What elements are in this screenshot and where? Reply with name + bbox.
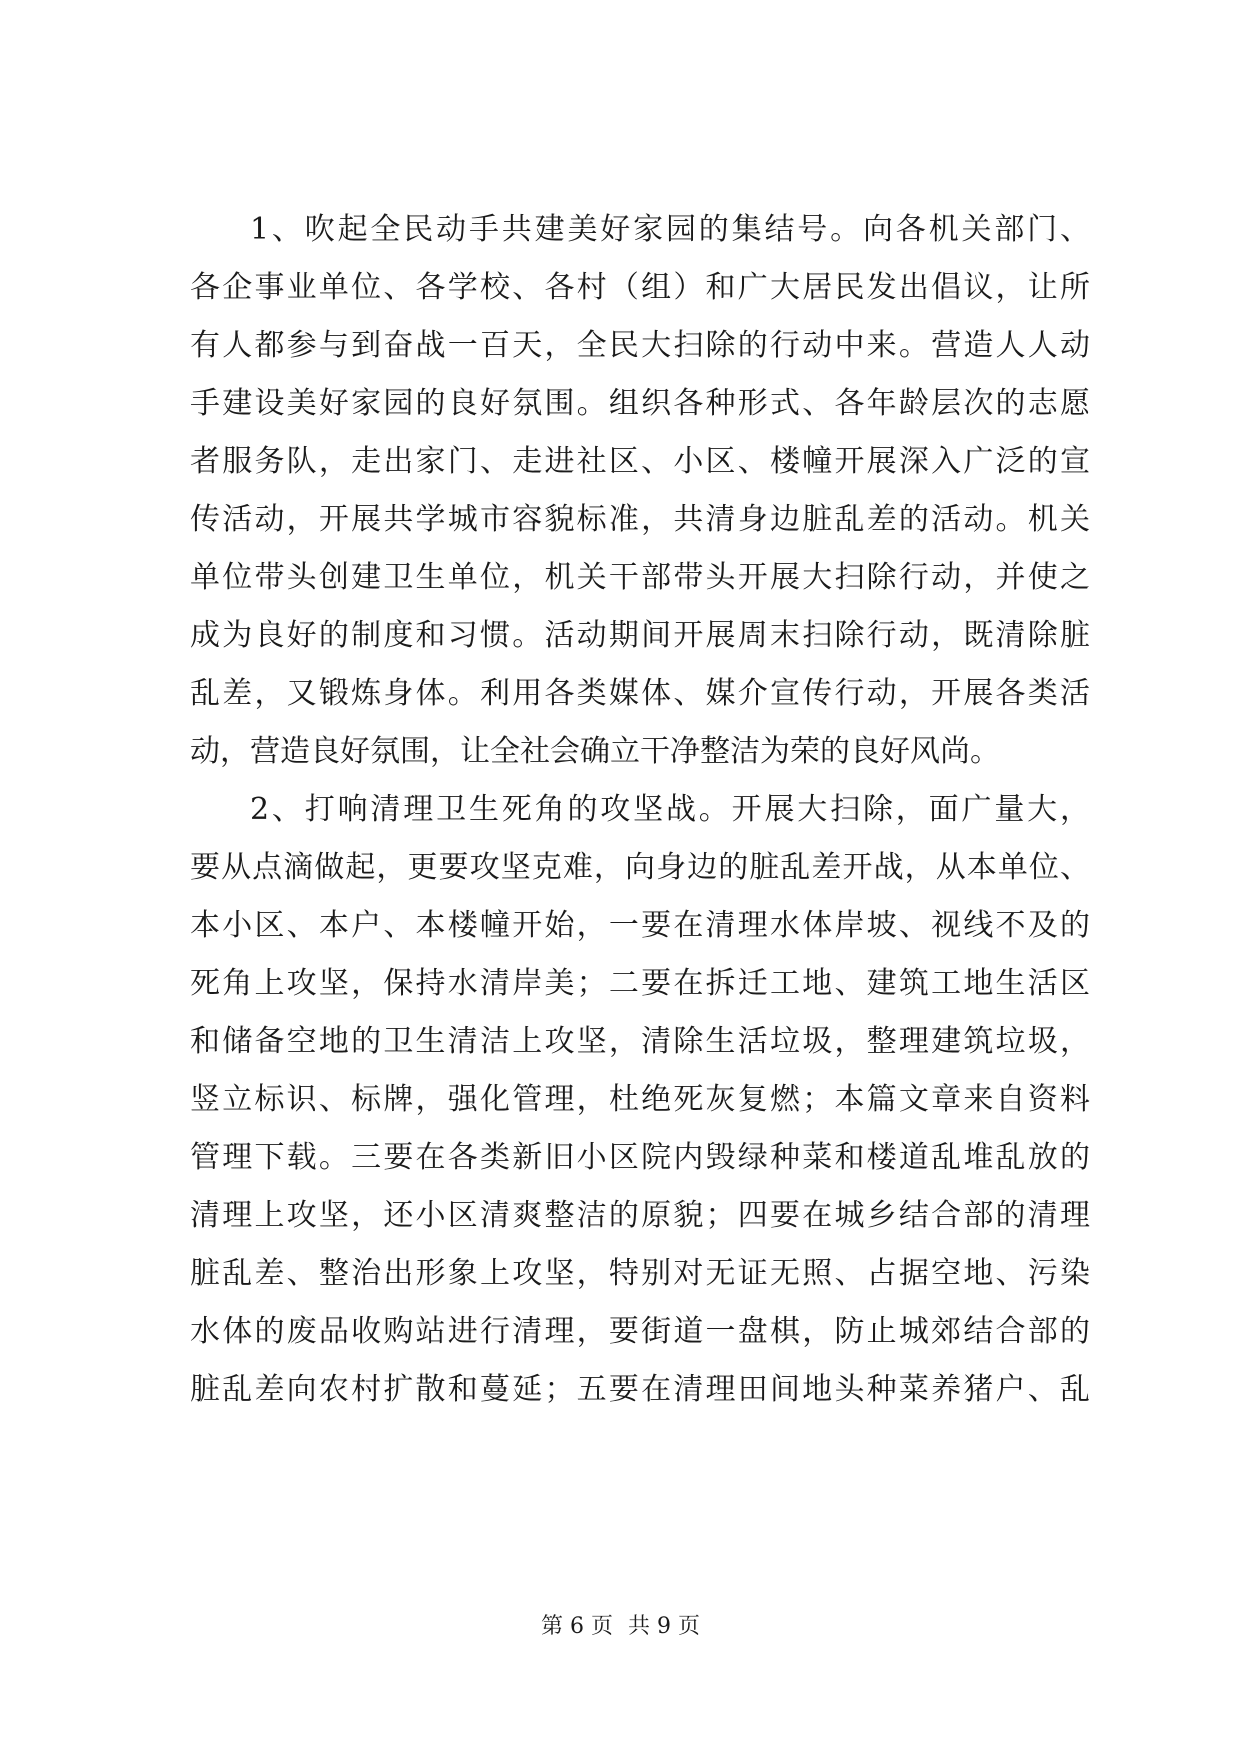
paragraph-2-line-10: 水体的废品收购站进行清理，要街道一盘棋，防止城郊结合部的 <box>190 1314 1090 1349</box>
paragraph-1-line-2: 各企事业单位、各学校、各村（组）和广大居民发出倡议，让所 <box>190 270 1090 305</box>
paragraph-2-line-1: 2、打响清理卫生死角的攻坚战。开展大扫除，面广量大， <box>250 792 1090 827</box>
page-number-total: 共 9 页 <box>628 1614 700 1639</box>
paragraph-1-line-3: 有人都参与到奋战一百天，全民大扫除的行动中来。营造人人动 <box>190 328 1090 363</box>
paragraph-2-line-11: 脏乱差向农村扩散和蔓延；五要在清理田间地头种菜养猪户、乱 <box>190 1372 1090 1407</box>
paragraph-2-line-3: 本小区、本户、本楼幢开始，一要在清理水体岸坡、视线不及的 <box>190 908 1090 943</box>
paragraph-1-line-8: 成为良好的制度和习惯。活动期间开展周末扫除行动，既清除脏 <box>190 618 1090 653</box>
paragraph-2-line-6: 竖立标识、标牌，强化管理，杜绝死灰复燃；本篇文章来自资料 <box>190 1082 1090 1117</box>
paragraph-2-line-7: 管理下载。三要在各类新旧小区院内毁绿种菜和楼道乱堆乱放的 <box>190 1140 1090 1175</box>
paragraph-2-line-4: 死角上攻坚，保持水清岸美；二要在拆迁工地、建筑工地生活区 <box>190 966 1090 1001</box>
paragraph-1-line-7: 单位带头创建卫生单位，机关干部带头开展大扫除行动，并使之 <box>190 560 1090 595</box>
page-footer <box>0 1612 1241 1642</box>
paragraph-2-line-5: 和储备空地的卫生清洁上攻坚，清除生活垃圾，整理建筑垃圾， <box>190 1024 1090 1059</box>
paragraph-1-line-5: 者服务队，走出家门、走进社区、小区、楼幢开展深入广泛的宣 <box>190 444 1090 479</box>
paragraph-1-line-1: 1、吹起全民动手共建美好家园的集结号。向各机关部门、 <box>250 212 1090 247</box>
paragraph-1-line-9: 乱差，又锻炼身体。利用各类媒体、媒介宣传行动，开展各类活 <box>190 676 1090 711</box>
paragraph-2-line-9: 脏乱差、整治出形象上攻坚，特别对无证无照、占据空地、污染 <box>190 1256 1090 1291</box>
paragraph-1-line-10: 动，营造良好氛围，让全社会确立干净整洁为荣的良好风尚。 <box>190 734 1000 769</box>
paragraph-1-line-6: 传活动，开展共学城市容貌标准，共清身边脏乱差的活动。机关 <box>190 502 1090 537</box>
paragraph-1-line-4: 手建设美好家园的良好氛围。组织各种形式、各年龄层次的志愿 <box>190 386 1090 421</box>
paragraph-2-line-2: 要从点滴做起，更要攻坚克难，向身边的脏乱差开战，从本单位、 <box>190 850 1090 885</box>
paragraph-2-line-8: 清理上攻坚，还小区清爽整洁的原貌；四要在城乡结合部的清理 <box>190 1198 1090 1233</box>
page-number-current: 第 6 页 <box>541 1614 613 1639</box>
